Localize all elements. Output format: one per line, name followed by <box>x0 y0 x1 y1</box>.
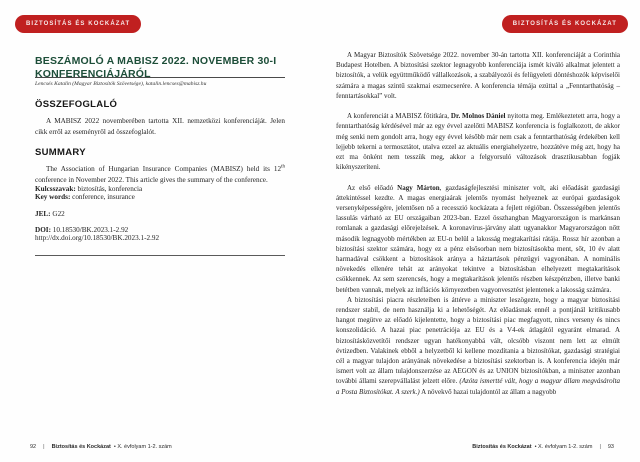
osszefoglalo-paragraph: A MABISZ 2022 novemberében tartotta XII. nemzetközi konferenciáját. Jelen cikk erről az eseményről ad összefoglalót. <box>35 117 285 136</box>
author-line: Lencsés Katalin (Magyar Biztosítók Szövetsége), katalin.lencses@mabisz.hu <box>35 81 207 87</box>
page-right <box>320 0 640 462</box>
footer-issue-text: • X. évfolyam 1-2. szám <box>113 444 172 450</box>
footer-separator: | <box>599 444 601 450</box>
heading-summary: SUMMARY <box>35 146 86 158</box>
body-paragraph-4: A biztosítási piacra részleteiben is áttérve a miniszter leszögezte, hogy a magyar biztosítási rendszer stabil, de nem használja ki a lehetőségét. Az előadásnak ennél a pontjánál kritikusabb hangot megütve az előadó kijelentette, hogy a biztosítási piac megfagyott, nincs verseny és nincs konszolidáció. A hazai piac penetrációja az EU és a V4-ek átlagától egyaránt elmarad. A biztosításközvetítői rendszer ugyan hatékonyabbá vált, olcsóbb viszont nem lett az elmúlt évtizedben. Valakinek ebből a helyzetből ki kellene mozdítania a biztosítókat, gazdasági stratégiai cél a magyar tulajdon arányának növekedése a biztosítási szektorban is. A konferencia idején már ismert volt az állam tulajdonszerzése az AEGON és az UNION biztosítókban, a miniszter azonban további állami szerepvállalást jelzett előre. (Azóta ismertté vált, hogy a magyar állam megvásárolta a Posta Biztosítókat. A szerk.) A növekvő hazai tulajdontól az állam a nagyobb <box>336 295 621 396</box>
meta-jel-value: G22 <box>50 209 65 218</box>
heading-osszefoglalo: ÖSSZEFOGLALÓ <box>35 98 118 110</box>
doi-url-link[interactable]: http://dx.doi.org/10.18530/BK.2023.1-2.92 <box>35 234 160 243</box>
meta-jel-label: JEL: <box>35 209 51 218</box>
journal-badge-label: BIZTOSÍTÁS ÉS KOCKÁZAT <box>26 21 131 27</box>
title-rule <box>35 77 285 78</box>
meta-keywords-value: conference, insurance <box>70 193 135 202</box>
footer-issue-text: • X. évfolyam 1-2. szám <box>534 444 593 450</box>
meta-doi <box>35 226 285 234</box>
page-number-right: 93 <box>607 444 614 450</box>
meta-kulcsszavak-label: Kulcsszavak: <box>35 185 76 193</box>
journal-badge-label: BIZTOSÍTÁS ÉS KOCKÁZAT <box>512 21 617 27</box>
article-meta-block <box>35 185 285 242</box>
page-number-left: 92 <box>30 444 37 450</box>
page-footer-right <box>472 444 614 450</box>
summary-paragraph: The Association of Hungarian Insurance Companies (MABISZ) held its 12th conference in November 2022. This article gives the summary of the conference. <box>35 164 285 184</box>
footer-separator: | <box>43 444 45 450</box>
meta-doi-value: 10.18530/BK.2023.1-2.92 <box>50 225 129 234</box>
meta-keywords <box>35 193 285 201</box>
meta-keywords-label: Key words: <box>35 193 71 202</box>
meta-doi-label: DOI: <box>35 225 51 234</box>
meta-kulcsszavak-value: biztosítás, konferencia <box>75 185 143 193</box>
meta-doi-url-line <box>35 234 285 242</box>
article-title: BESZÁMOLÓ A MABISZ 2022. NOVEMBER 30-I KONFERENCIÁJÁRÓL <box>35 55 277 80</box>
body-text-column <box>336 50 620 397</box>
body-paragraph-3: Az első előadó Nagy Márton, gazdaságfejlesztési miniszter volt, aki előadását gazdasági áttekintéssel kezdte. A magas energiaárak jelentős nyomást helyeznek az európai gazdaságok versenyképességére, jelentősen nő a recesszió kockázata a fejlett régióban. Összességében jelentős lassulás várható az EU országaiban 2023-ban. Ezzel összhangban Magyarországon is markánsan romlanak a gazdasági előrejelzések. A koronavírus-járvány alatt ugyanakkor Magyarországon nőtt második legnagyobb mértékben az EU-n belül a lakosság megtakarítási rátája. Rossz hír azonban a biztosítási szektor számára, hogy ez a pénz elsősorban nem biztosításokba ment, sőt, 10 év alatt harmadával csökkent a biztosítások aránya a háztartások pénzügyi vagyonában. A nominális növekedés ellenére tehát az arányokat tekintve a biztosításban elhelyezett megtakarítások csökkennek. Az sem szerencsés, hogy a megtakarítások jelentős részben készpénzben, illetve banki betétben vannak, melyek az inflációs környezetben vagyonvesztést jelentenek a lakosság számára. <box>336 183 620 294</box>
body-paragraph-2: A konferenciát a MABISZ főtitkára, Dr. Molnos Dániel nyitotta meg. Emlékeztetett arra, hogy a fenntarthatóság kérdésével már az egy évvel azelőtti MABISZ konferencia is foglalkozott, de akkor még senki nem gondolt arra, hogy egy évvel később már nem csak a fenntarthatóság érdekében kell lejjebb tekerni a termosztátot, utalva ezzel az aktuális energiahelyzetre, hozzátéve még azt, hogy ha ezt ma önként nem tesszük meg, akkor a felgyorsuló változások drasztikusabban fogják kikényszeríteni. <box>336 112 621 172</box>
section-end-rule <box>35 255 285 256</box>
footer-journal-name: Biztosítás és Kockázat <box>51 444 111 450</box>
footer-journal-name: Biztosítás és Kockázat <box>472 444 532 450</box>
meta-kulcsszavak <box>35 185 285 193</box>
page-footer-left <box>30 444 172 450</box>
journal-badge-left <box>15 15 141 33</box>
body-paragraph-1: A Magyar Biztosítók Szövetsége 2022. november 30-án tartotta XII. konferenciáját a Corinthia Budapest Hotelben. A biztosítási szektor legnagyobb konferenciája ismét kiváló alkalmat jelentett a biztosítók, a velük együttműködő vállalkozások, a szabályozói és felügyeleti döntéshozók képviselői számára a magas szintű szakmai eszmecserére. A konferencia témája ezúttal a „Fenntarthatóság – fenntartásokkal” volt. <box>336 51 620 100</box>
journal-badge-right <box>502 15 628 33</box>
meta-jel <box>35 210 285 218</box>
